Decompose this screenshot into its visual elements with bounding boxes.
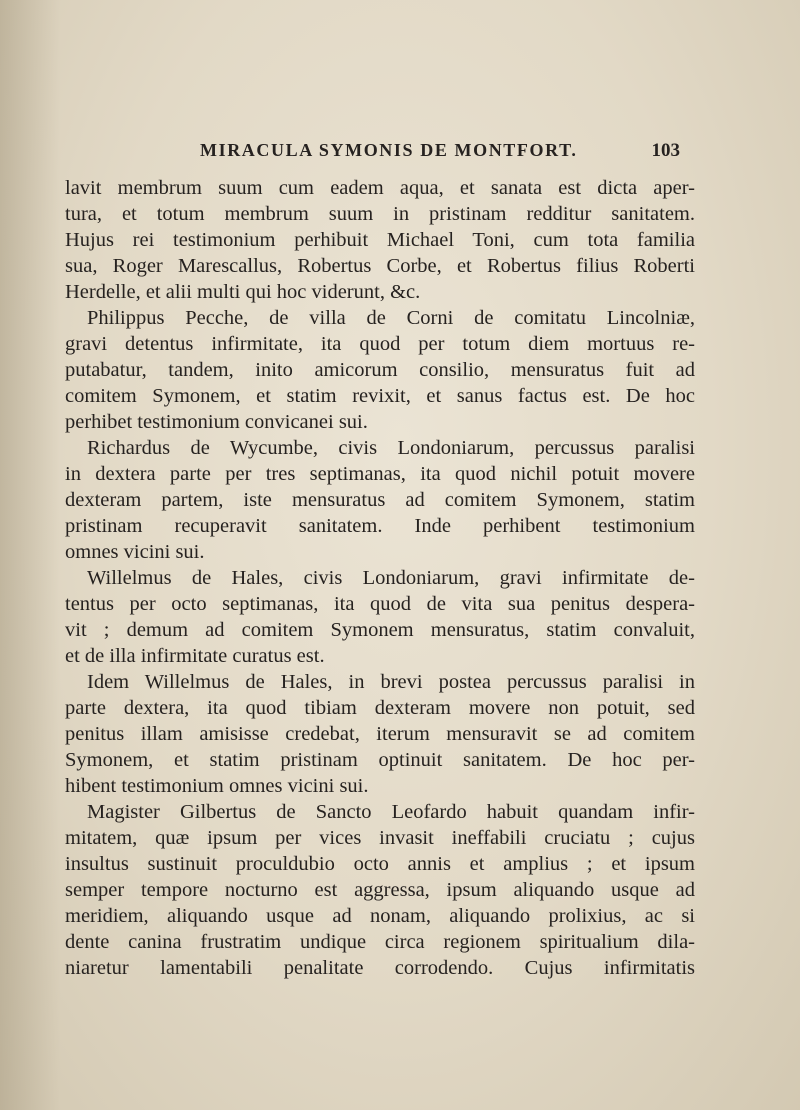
running-head: MIRACULA SYMONIS DE MONTFORT. (200, 140, 578, 160)
text-line: tentus per octo septimanas, ita quod de vita sua penitus despera- (65, 593, 695, 615)
text-line: Magister Gilbertus de Sancto Leofardo habuit quandam infir- (87, 801, 695, 823)
text-line: meridiem, aliquando usque ad nonam, aliquando prolixius, ac si (65, 905, 695, 927)
text-line: dexteram partem, iste mensuratus ad comitem Symonem, statim (65, 489, 695, 511)
text-line: omnes vicini sui. (65, 541, 205, 563)
text-line: tura, et totum membrum suum in pristinam redditur sanitatem. (65, 203, 695, 225)
text-line: niaretur lamentabili penalitate corrodendo. Cujus infirmitatis (65, 957, 695, 979)
text-line: insultus sustinuit proculdubio octo annis et amplius ; et ipsum (65, 853, 695, 875)
text-line: dente canina frustratim undique circa regionem spiritualium dila- (65, 931, 695, 953)
text-line: penitus illam amisisse credebat, iterum mensuravit se ad comitem (65, 723, 695, 745)
text-line: lavit membrum suum cum eadem aqua, et sanata est dicta aper- (65, 177, 695, 199)
text-line: Richardus de Wycumbe, civis Londoniarum, percussus paralisi (87, 437, 695, 459)
page-number: 103 (651, 140, 680, 161)
text-line: Hujus rei testimonium perhibuit Michael Toni, cum tota familia (65, 229, 695, 251)
text-line: in dextera parte per tres septimanas, ita quod nichil potuit movere (65, 463, 695, 485)
text-line: gravi detentus infirmitate, ita quod per totum diem mortuus re- (65, 333, 695, 355)
text-line: pristinam recuperavit sanitatem. Inde perhibent testimonium (65, 515, 695, 537)
body-text (65, 175, 695, 981)
page-header (200, 140, 680, 168)
text-line: sua, Roger Marescallus, Robertus Corbe, et Robertus filius Roberti (65, 255, 695, 277)
text-line: perhibet testimonium convicanei sui. (65, 411, 368, 433)
text-line: Idem Willelmus de Hales, in brevi postea percussus paralisi in (87, 671, 695, 693)
text-line: hibent testimonium omnes vicini sui. (65, 775, 369, 797)
text-line: parte dextera, ita quod tibiam dexteram movere non potuit, sed (65, 697, 695, 719)
text-line: et de illa infirmitate curatus est. (65, 645, 325, 667)
text-line: Symonem, et statim pristinam optinuit sanitatem. De hoc per- (65, 749, 695, 771)
text-line: Willelmus de Hales, civis Londoniarum, gravi infirmitate de- (87, 567, 695, 589)
page-edge-shadow (0, 0, 60, 1110)
text-line: mitatem, quæ ipsum per vices invasit ineffabili cruciatu ; cujus (65, 827, 695, 849)
text-line: semper tempore nocturno est aggressa, ipsum aliquando usque ad (65, 879, 695, 901)
text-line: vit ; demum ad comitem Symonem mensuratus, statim convaluit, (65, 619, 695, 641)
text-line: comitem Symonem, et statim revixit, et sanus factus est. De hoc (65, 385, 695, 407)
text-line: Philippus Pecche, de villa de Corni de comitatu Lincolniæ, (87, 307, 695, 329)
text-line: putabatur, tandem, inito amicorum consilio, mensuratus fuit ad (65, 359, 695, 381)
text-line: Herdelle, et alii multi qui hoc viderunt, &c. (65, 281, 421, 303)
